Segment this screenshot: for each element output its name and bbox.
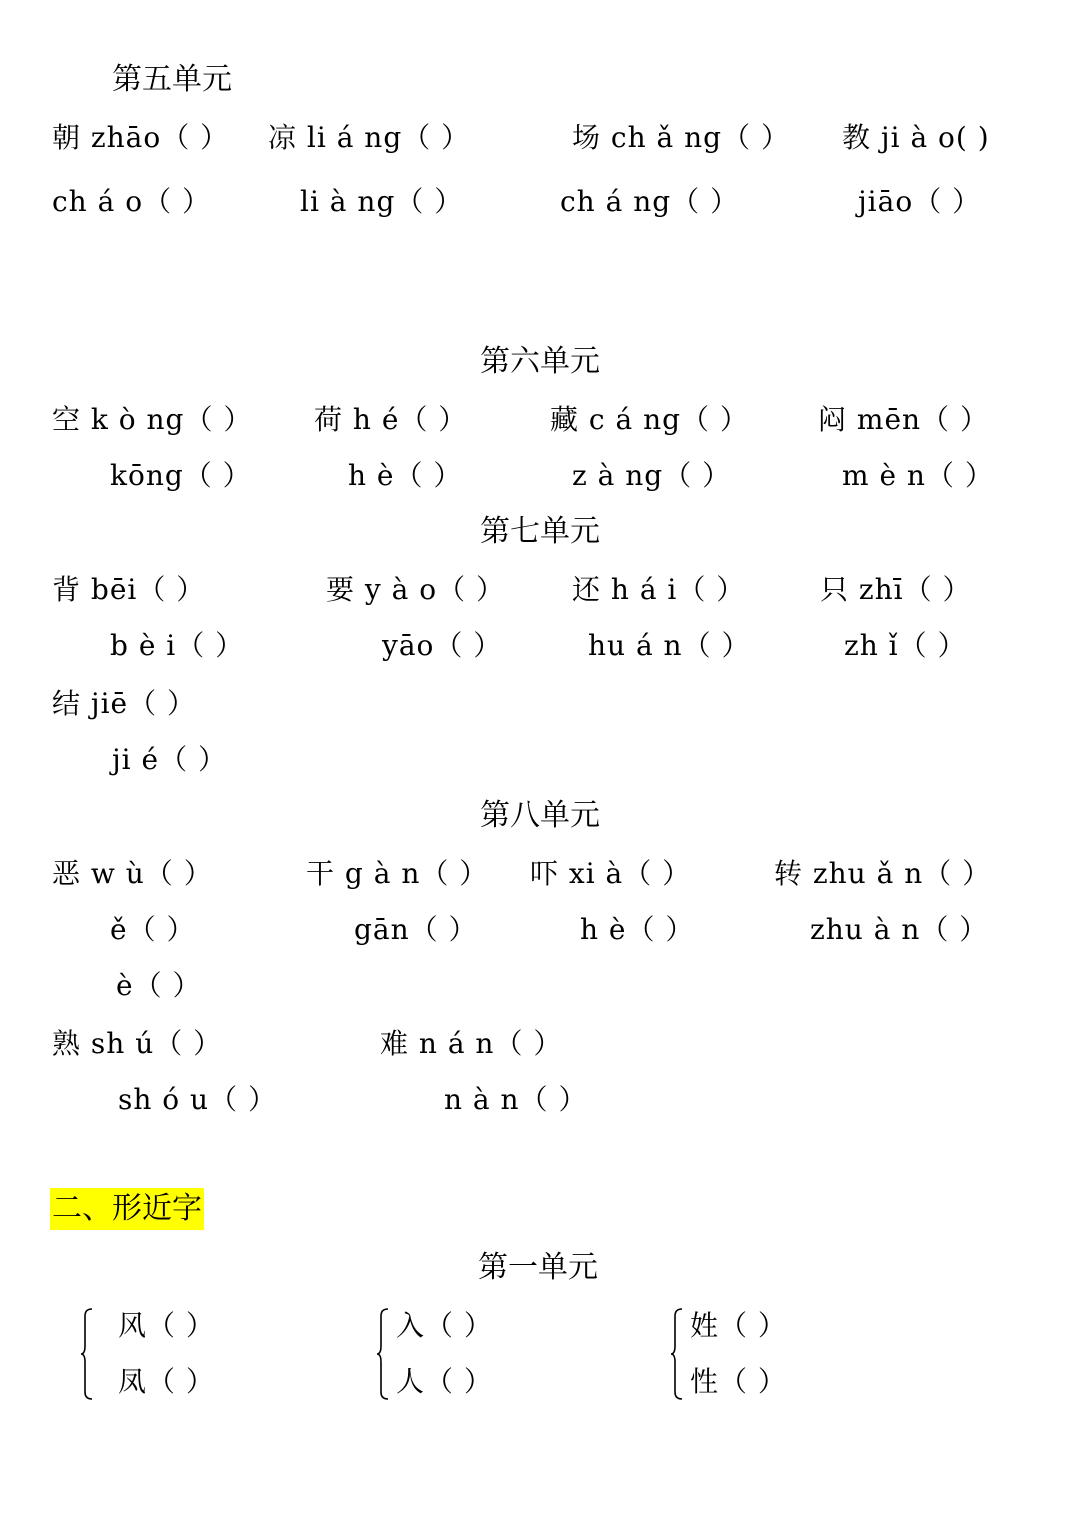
pair1-top: 风（ ） (118, 1309, 215, 1342)
u7-r1-c1: 背 bēi（ ） (52, 573, 206, 606)
u6-r1-c3: 藏 c á ng（ ） (550, 403, 749, 436)
u8-r1-c3: 吓 xi à（ ） (530, 857, 692, 890)
pair1-bottom: 凤（ ） (118, 1365, 215, 1398)
u6-r2-c4: m è n（ ） (842, 459, 994, 492)
u8-r1-c4: 转 zhu ǎ n（ ） (774, 857, 992, 890)
u8-r1-c2: 干 g à n（ ） (306, 857, 489, 890)
u5-r1-c4: 教 ji à o( ) (842, 121, 990, 154)
u6-r1-c4: 闷 mēn（ ） (818, 403, 989, 436)
u8-r1-c1: 恶 w ù（ ） (52, 857, 213, 890)
section-heading-similar-chars: 二、形近字 (50, 1188, 204, 1230)
u8-r2-c4: zhu à n（ ） (810, 913, 989, 946)
u7-r1-c4: 只 zhī（ ） (820, 573, 972, 606)
unit5-title: 第五单元 (112, 62, 232, 97)
u7-r2-c4: zh ǐ（ ） (844, 629, 967, 662)
pair2-bottom: 人（ ） (396, 1365, 493, 1398)
u7-r2-c3: hu á n（ ） (588, 629, 751, 662)
pair3-bottom: 性（ ） (690, 1365, 787, 1398)
u5-r1-c2: 凉 li á ng（ ） (268, 121, 471, 154)
u6-r1-c2: 荷 h é（ ） (314, 403, 468, 436)
u8-r4-c1: 熟 sh ú（ ） (52, 1027, 223, 1060)
u7-r2-c1: b è i（ ） (110, 629, 245, 662)
u5-r2-c2: li à ng（ ） (300, 185, 464, 218)
left-brace-icon (376, 1308, 390, 1400)
u7-r3-c1: 结 jiē（ ） (52, 687, 197, 720)
u5-r1-c1: 朝 zhāo（ ） (52, 121, 230, 154)
u5-r2-c4: jiāo（ ） (858, 185, 982, 218)
u8-r4-c2: 难 n á n（ ） (380, 1027, 563, 1060)
u8-r3-c1: è（ ） (116, 969, 202, 1002)
pair2-top: 入（ ） (396, 1309, 493, 1342)
u8-r2-c3: h è（ ） (580, 913, 695, 946)
u6-r2-c3: z à ng（ ） (572, 459, 732, 492)
u7-r4-c1: ji é（ ） (112, 743, 228, 776)
u5-r1-c3: 场 ch ǎ ng（ ） (572, 121, 790, 154)
u5-r2-c3: ch á ng（ ） (560, 185, 740, 218)
u8-r2-c2: gān（ ） (354, 913, 478, 946)
u6-r1-c1: 空 k ò ng（ ） (52, 403, 253, 436)
unit7-title: 第七单元 (480, 514, 600, 549)
unit6-title: 第六单元 (480, 344, 600, 379)
u6-r2-c1: kōng（ ） (110, 459, 252, 492)
pair3-top: 姓（ ） (690, 1309, 787, 1342)
u7-r1-c3: 还 h á i（ ） (572, 573, 746, 606)
unit8-title: 第八单元 (480, 798, 600, 833)
section2-unit1-title: 第一单元 (478, 1250, 598, 1285)
u8-r5-c2: n à n（ ） (444, 1083, 588, 1116)
left-brace-icon (80, 1308, 94, 1400)
u7-r1-c2: 要 y à o（ ） (326, 573, 505, 606)
u8-r2-c1: ě（ ） (110, 913, 196, 946)
u7-r2-c2: yāo（ ） (382, 629, 503, 662)
u5-r2-c1: ch á o（ ） (52, 185, 211, 218)
u6-r2-c2: h è（ ） (348, 459, 463, 492)
left-brace-icon (670, 1308, 684, 1400)
u8-r5-c1: sh ó u（ ） (118, 1083, 277, 1116)
